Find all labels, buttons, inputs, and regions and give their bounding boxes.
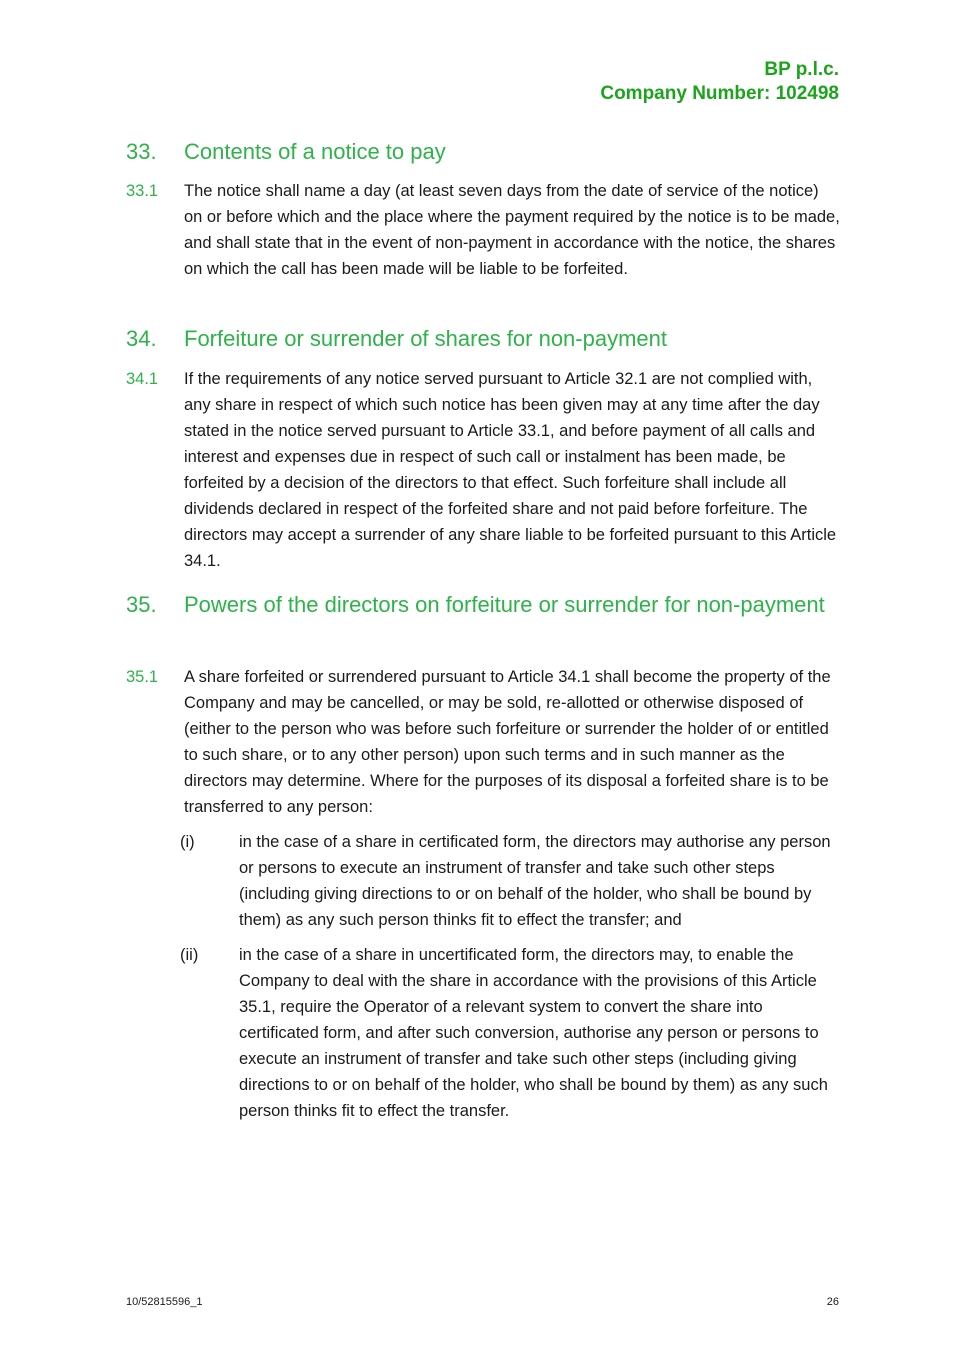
subitem-number: (ii) (180, 946, 199, 964)
section-heading-34 (126, 322, 841, 355)
subitem-number: (i) (180, 833, 195, 851)
section-title: Contents of a notice to pay (184, 139, 446, 164)
section-number: 35. (126, 592, 157, 617)
company-name: BP p.l.c. (764, 59, 839, 80)
clause-number: 33.1 (126, 182, 159, 200)
clause-text: If the requirements of any notice served pursuant to Article 32.1 are not complied with, any share in respect of which such notice has been given may at any time after the day stated in the notice served pursuant to Article 33.1, and before payment of all calls and interest and expenses due in respect of such call or instalment has been made, be forfeited by a decision of the directors to that effect. Such forfeiture shall include all dividends declared in respect of the forfeited share and not paid before forfeiture. The directors may accept a surrender of any share liable to be forfeited pursuant to this Article 34.1. (184, 370, 837, 570)
page-header (600, 58, 839, 106)
section-number: 33. (126, 139, 157, 164)
footer-page-number: 26 (826, 1296, 839, 1308)
section-heading-33 (126, 135, 841, 168)
subitem-text: in the case of a share in certificated form, the directors may authorise any person or persons to execute an instrument of transfer and take such other steps (including giving directions to or on behalf of the holder, who shall be bound by them) as any such person thinks fit to effect the transfer; and (239, 833, 831, 929)
clause-34-1 (126, 366, 841, 574)
clause-33-1 (126, 178, 841, 282)
subitem-i (180, 829, 840, 933)
clause-number: 34.1 (126, 370, 159, 388)
subitem-text: in the case of a share in uncertificated form, the directors may, to enable the Company to deal with the share in accordance with the provisions of this Article 35.1, require the Operator of a relevant system to convert the share into certificated form, and after such conversion, authorise any person or persons to execute an instrument of transfer and take such other steps (including giving directions to or on behalf of the holder, who shall be bound by them) as any such person thinks fit to effect the transfer. (239, 946, 828, 1120)
section-title: Powers of the directors on forfeiture or surrender for non-payment (184, 592, 825, 617)
subitem-ii (180, 942, 840, 1124)
section-heading-35 (126, 588, 841, 621)
company-number: Company Number: 102498 (600, 83, 839, 104)
section-title: Forfeiture or surrender of shares for non-payment (184, 326, 668, 351)
clause-text: The notice shall name a day (at least seven days from the date of service of the notice) on or before which and the place where the payment required by the notice is to be made, and shall state that in the event of non-payment in accordance with the notice, the shares on which the call has been made will be liable to be forfeited. (184, 182, 840, 278)
section-number: 34. (126, 326, 157, 351)
clause-number: 35.1 (126, 668, 159, 686)
clause-35-1 (126, 664, 841, 820)
footer-doc-ref: 10/52815596_1 (126, 1296, 203, 1308)
clause-text: A share forfeited or surrendered pursuant to Article 34.1 shall become the property of the Company and may be cancelled, or may be sold, re-allotted or otherwise disposed of (either to the person who was before such forfeiture or surrender the holder of or entitled to such share, or to any other person) upon such terms and in such manner as the directors may determine. Where for the purposes of its disposal a forfeited share is to be transferred to any person: (184, 668, 831, 816)
